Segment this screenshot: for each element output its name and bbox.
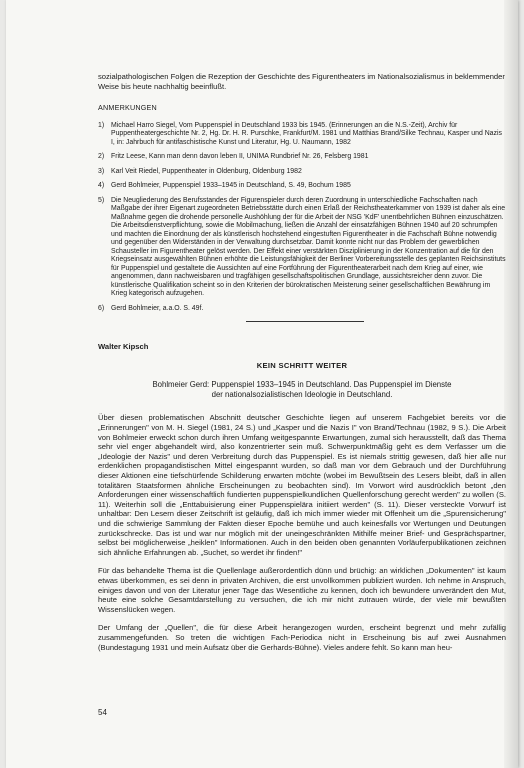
note-number: 3) — [98, 167, 105, 175]
book-reference-line: Bohlmeier Gerd: Puppenspiel 1933–1945 in Deutschland. Das Puppenspiel im Dienste — [152, 380, 452, 390]
note-item — [98, 305, 506, 314]
section-divider — [246, 321, 364, 322]
body-paragraph: Der Umfang der „Quellen", die für diese Arbeit herangezogen wurden, erscheint begrenzt und mehr zufällig zusammengefunden. So treten die wichtigen Fach-Periodica nicht in Erscheinung bis auf zwei Ausnahmen (Bundestagung 1931 und mein Aufsatz über die Gerhards-Bühne). Vieles andere fehlt. So kann man heu- — [98, 623, 506, 652]
note-item — [98, 168, 506, 177]
note-item — [98, 153, 506, 162]
book-reference — [98, 380, 506, 400]
note-number: 1) — [98, 121, 105, 129]
note-text: Die Neugliederung des Berufsstandes der Figurenspieler durch deren Zuordnung in unterschiedliche Fachschaften nach Maßgabe der ihrer Eigenart zugeordneten Betriebsstätte durch einen Erlaß der Reichstheaterkammer von 1939 ist daher als eine Maßnahme gegen die drohende personelle Aushöhlung der für die Arbeit der NSG 'KdF' unentbehrlichen Bühnen einzuschätzen. Die Arbeitsdienstverpflichtung, sowie die Mobilmachung, ließen die Anzahl der einsatzfähigen Bühnen 1940 auf 20 schrumpfen und machten die Einordnung der als künstlerisch hochstehend eingestuften Figurentheater in die Fachschaft Bühne notwendig und gegenüber den Widerständen in der Verwaltung durchsetzbar. Damit konnte nicht nur das Problem der gewerblichen Schausteller im Figurentheater gelöst werden. Der Effekt einer verstärkten Disziplinierung in der Konzentration auf die für den Kriegseinsatz ausgewählten Bühnen erhöhte die Leistungsfähigkeit der Berliner Vorbereitungsstelle des geplanten Reichsinstituts für Puppenspiel und gestaltete die Aussichten auf eine Fortführung der Figurentheaterarbeit nach dem Krieg auf einer, wie angenommen, dann nachweisbaren und tragfähigen gesellschaftspolitischen Grundlage, aussichtsreicher denn zuvor. Die künstlerische Qualifikation scheint so in den Kriterien der bürokratischen Meisterung seiner gesellschaftlichen Bewährung im Krieg kategorisch aufzugehen. — [111, 196, 506, 298]
article-title: KEIN SCHRITT WEITER — [256, 360, 348, 370]
note-text: Michael Harro Siegel, Vom Puppenspiel in Deutschland 1933 bis 1945. (Erinnerungen an die N.S.-Zeit), Archiv für Puppentheatergeschichte Nr. 2, Hg. Dr. H. R. Purschke, Frankfurt/M. 1981 und Matthias Brand/Silke Technau, Kasper und Nazis I, in: Jahrbuch für antifaschistische Kunst und Literatur, Hg. U. Naumann, 1982 — [111, 121, 502, 146]
page-content — [98, 72, 506, 661]
page-number: 54 — [98, 708, 107, 717]
note-text: Fritz Leese, Kann man denn davon leben II, UNIMA Rundbrief Nr. 26, Felsberg 1981 — [111, 153, 369, 161]
note-item — [98, 197, 506, 299]
body-paragraph: Über diesen problematischen Abschnitt deutscher Geschichte liegen auf unserem Fachgebiet bereits vor die „Erinnerungen" von M. H. Siegel (1981, 24 S.) und „Kasper und die Nazis I" von Brand/Technau (1982, 9 S.). Die Arbeit von Bohlmeier erweckt schon durch ihren Umfang weitgespannte Erwartungen, zumal sich herausstellt, daß das Thema sehr viel enger abgehandelt wird, also konzentrierter sein muß. Schwerpunktmäßig geht es dem Verfasser um die „Ideologie der Nazis" und deren Verbreitung durch das Puppenspiel. Es ist niemals strittig gewesen, daß hier alle nur erdenklichen propagandistischen Mittel eingespannt wurden, so daß man vor dem Gebrauch und der Durchführung dieser Aktionen eine tiefschürfende Schilderung erwarten möchte (wobei im Bewußtsein des Lesers bleibt, daß in allen totalitären Staatsformen ähnliche Erscheinungen zu beobachten sind). Im Vorwort wird ausdrücklich betont „den Anforderungen einer wissenschaftlich fundierten puppenspielkundlichen Quellenforschung gerecht werden" zu wollen (S. 11). Weiterhin soll die „Enttabuisierung einer Puppenspielära initiiert werden" (S. 11). Dieser versteckte Vorwurf ist unhaltbar: Den Lesern dieser Zeitschrift ist geläufig, daß ich mich immer wieder mit Offenheit um die „Spurensicherung" und die schwierige Sammlung der Fakten dieser Epoche bemühe und auch keinesfalls vor Wertungen und Deutungen zurückschrecke. Das ist und war nur möglich mit der uneingeschränkten Mithilfe meiner Brief- und Gesprächspartner, selbst bei möglicherweise „heiklen" Informationen. Auch in den beiden oben genannten Vorläuferpublikationen zeichnen sich ähnliche Erfahrungen ab. „Suchet, so werdet ihr finden!" — [98, 413, 506, 557]
binder-shadow — [504, 0, 518, 768]
note-item — [98, 122, 506, 148]
intro-paragraph: sozialpathologischen Folgen die Rezeption der Geschichte des Figurentheaters im Nationalsozialismus in beklemmender Weise bis heute nachhaltig beeinflußt. — [98, 72, 505, 91]
notes-list — [98, 122, 506, 314]
note-text: Karl Veit Riedel, Puppentheater in Oldenburg, Oldenburg 1982 — [111, 167, 302, 175]
note-item — [98, 182, 506, 191]
body-paragraph: Für das behandelte Thema ist die Quellenlage außerordentlich dünn und brüchig: an wirklichen „Dokumenten" ist kaum etwas überkommen, es sei denn in privaten Archiven, die erst unvollkommen publiziert wurden. Ich nehme in Anspruch, einiges davon und von der Literatur jener Tage das Wesentliche zu kennen, doch ich bewundere unverändert den Mut, heute eine solche Gesamtdarstellung zu versuchen, die ich mir nicht zutrauen würde, der viele mir bewußten Wissenslücken wegen. — [98, 566, 506, 614]
article-author: Walter Kipsch — [98, 342, 149, 352]
note-number: 6) — [98, 304, 105, 312]
note-text: Gerd Bohlmeier, Puppenspiel 1933–1945 in Deutschland, S. 49, Bochum 1985 — [111, 182, 351, 190]
note-number: 5) — [98, 196, 105, 204]
note-text: Gerd Bohlmeier, a.a.O. S. 49f. — [111, 304, 204, 312]
book-reference-line: der nationalsozialistischen Ideologie in Deutschland. — [211, 390, 393, 400]
notes-heading: ANMERKUNGEN — [98, 103, 157, 113]
note-number: 4) — [98, 182, 105, 190]
note-number: 2) — [98, 153, 105, 161]
document-page — [6, 0, 518, 768]
